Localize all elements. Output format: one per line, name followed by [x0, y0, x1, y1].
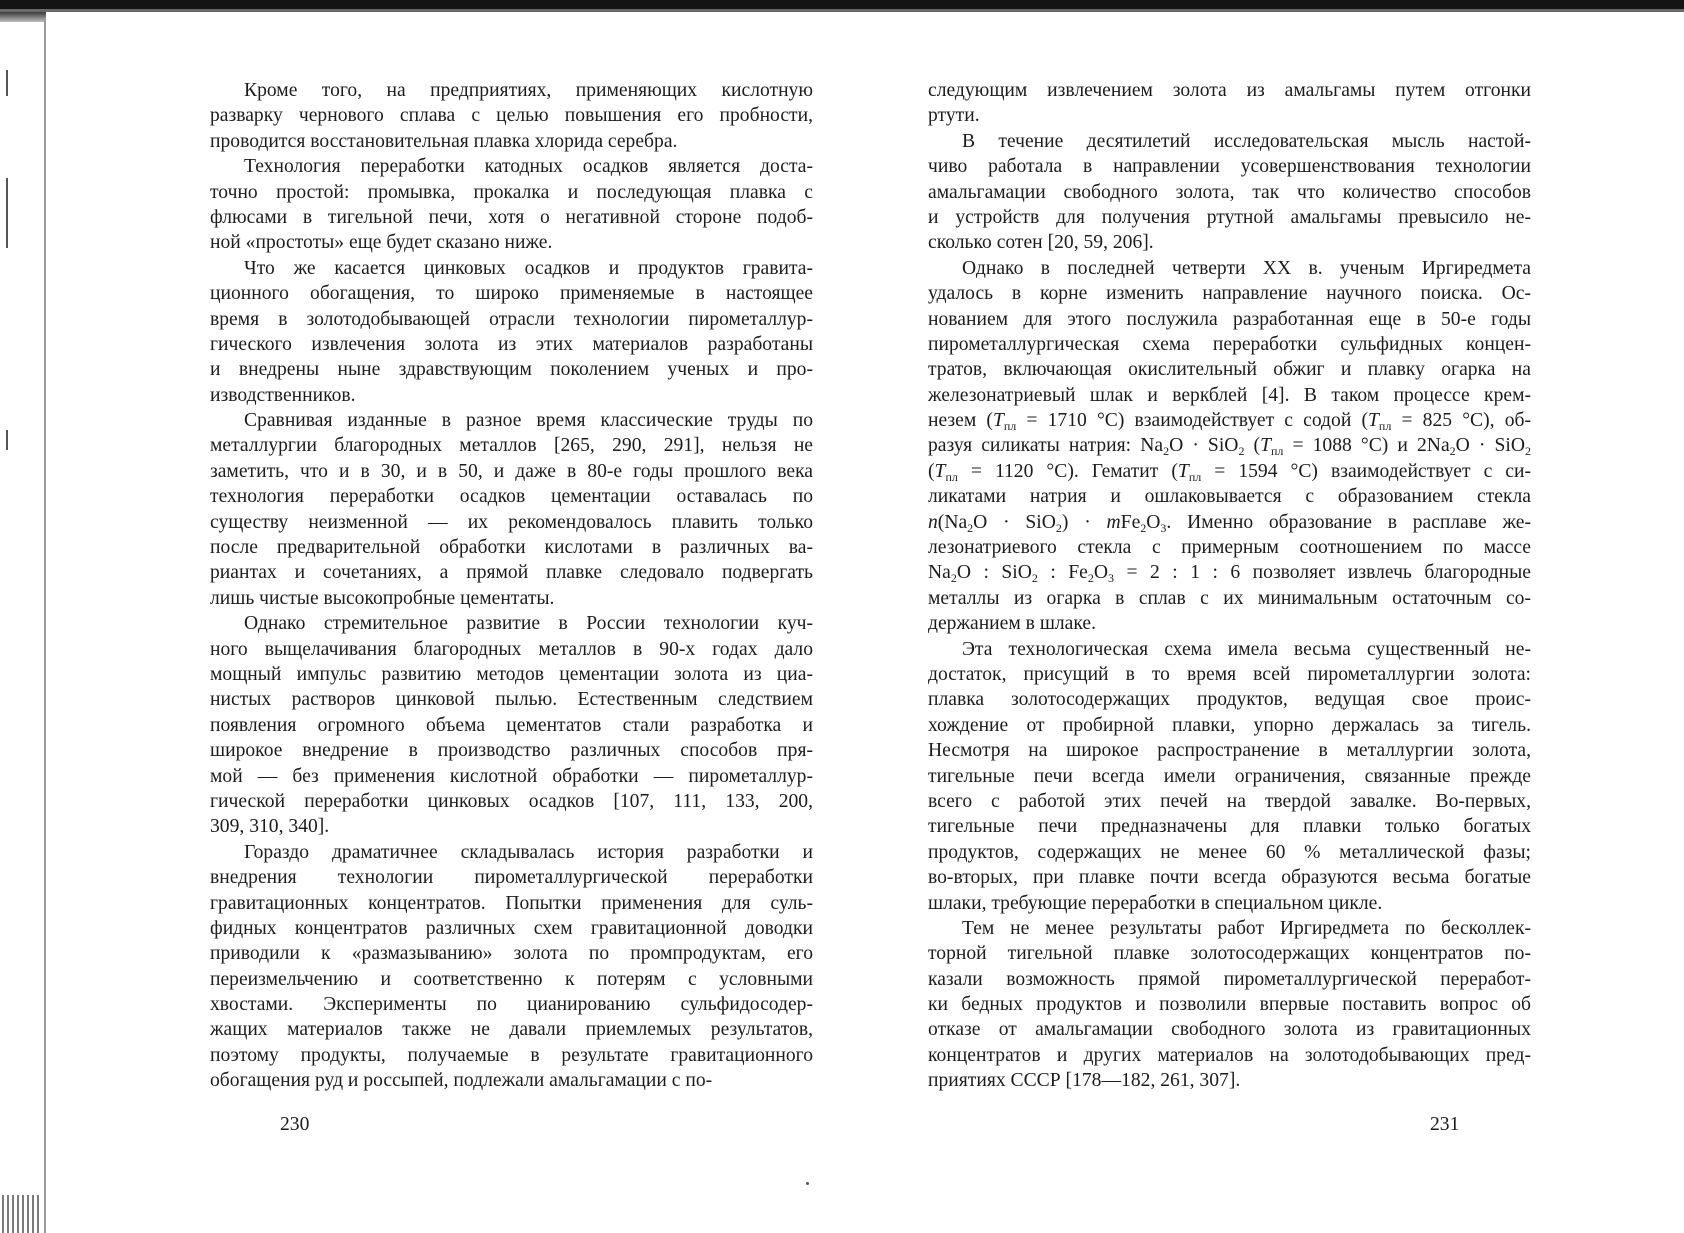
- text-line: гравитационных концентратов. Попытки применения для суль-: [210, 892, 813, 914]
- paragraph: [210, 840, 813, 1094]
- paragraph: [928, 637, 1531, 916]
- paragraph: [928, 916, 1531, 1094]
- page-number-right: 231: [1430, 1114, 1460, 1135]
- text-line: продуктов, содержащих не менее 60 % металлической фазы;: [928, 841, 1531, 863]
- left-page-text: [210, 78, 813, 1094]
- text-line: Несмотря на широкое распространение в металлургии золота,: [928, 740, 1531, 762]
- text-line: переизмельчению и соответственно к потерям с условными: [210, 968, 813, 990]
- text-line: отказе от амальгамации свободного золота из гравитационных: [928, 1019, 1531, 1041]
- text-line: сколько сотен [20, 59, 206].: [928, 232, 1154, 254]
- text-line: плавка золотосодержащих продуктов, ведущая свое проис-: [928, 689, 1531, 711]
- text-line: Кроме того, на предприятиях, применяющих кислотную: [244, 80, 813, 101]
- text-line: тигельные печи предназначены для плавки только богатых: [928, 816, 1531, 838]
- text-line: держанием в шлаке.: [928, 613, 1097, 635]
- text-line: во-вторых, при плавке почти всегда образуются весьма богатые: [928, 867, 1531, 889]
- text-line: 309, 310, 340].: [210, 816, 330, 838]
- text-line: заметить, что и в 30, и в 50, и даже в 80-е годы прошлого века: [210, 460, 813, 482]
- text-line: внедрения технологии пирометаллургической переработки: [210, 867, 813, 889]
- text-line: тратов, включающая окислительный обжиг и плавку огарка на: [928, 359, 1531, 381]
- text-line: хвостами. Эксперименты по цианированию сульфидосодер-: [210, 994, 813, 1016]
- text-line: В течение десятилетий исследовательская мысль настой-: [962, 130, 1531, 152]
- text-line: лишь чистые высокопробные цементаты.: [210, 587, 555, 609]
- text-line: приводили к «размазыванию» золота по промпродуктам, его: [210, 943, 813, 965]
- text-line: проводится восстановительная плавка хлорида серебра.: [210, 130, 678, 152]
- scan-mark: [6, 178, 8, 248]
- text-line: Тем не менее результаты работ Иргиредмета по бесколлек-: [962, 917, 1531, 939]
- right-page-text: [928, 78, 1531, 1094]
- text-line: разварку чернового сплава с целью повышения его пробности,: [210, 105, 813, 127]
- text-line: технология переработки осадков цементации оставалась по: [210, 486, 813, 508]
- text-line: $Na_2O$ : SiO$_2$ : $Fe_2O_3 = 2$ : 1 : 6 позволяет извлечь благородные: [928, 562, 1531, 586]
- text-line: ликатами натрия и ошлаковывается с образованием стекла: [928, 486, 1531, 508]
- text-line: железонатриевый шлак и веркблей [4]. В таком процессе крем-: [928, 384, 1531, 406]
- text-line: тигельные печи всегда имели ограничения, связанные прежде: [928, 765, 1531, 787]
- text-line: гического извлечения золота из этих материалов разработаны: [210, 333, 813, 355]
- text-line: поэтому продукты, получаемые в результате гравитационного: [210, 1044, 813, 1066]
- paragraph: [928, 256, 1531, 637]
- scan-corner-mark: [0, 12, 46, 22]
- paragraph: [210, 408, 813, 611]
- text-line: и устройств для получения ртутной амальгамы превысило не-: [928, 206, 1531, 228]
- text-line: ртути.: [928, 105, 980, 127]
- scan-bottom-mark: [2, 1195, 42, 1233]
- text-line: время в золотодобывающей отрасли технологии пирометаллур-: [210, 308, 813, 330]
- text-line: Технология переработки катодных осадков является доста-: [244, 156, 813, 178]
- paragraph: [210, 78, 813, 154]
- text-line: хождение от пробирной плавки, упорно держалась за тигель.: [928, 714, 1531, 736]
- text-line: металлургии благородных металлов [265, 290, 291], нельзя не: [210, 435, 813, 457]
- scan-top-shadow: [0, 9, 1684, 12]
- text-line: и внедрены ныне здравствующим поколением ученых и про-: [210, 359, 813, 381]
- text-line: появления огромного объема цементатов стали разработка и: [210, 714, 813, 736]
- text-line: торной тигельной плавке золотосодержащих концентратов по-: [928, 943, 1531, 965]
- text-line: незем ($T_{пл} = 1710$ °С) взаимодействует с содой ($T_{пл} = 825$ °С), об-: [928, 410, 1531, 434]
- text-line: всего с работой этих печей на твердой завалке. Во-первых,: [928, 790, 1531, 812]
- text-line: шлаки, требующие переработки в специальном цикле.: [928, 892, 1383, 914]
- scan-mark: [6, 430, 8, 450]
- text-line: ки бедных продуктов и позволили впервые поставить вопрос об: [928, 994, 1531, 1016]
- text-line: достаток, присущий в то время всей пирометаллургии золота:: [928, 663, 1531, 685]
- text-line: пирометаллургическая схема переработки сульфидных концен-: [928, 333, 1531, 355]
- text-line: приятиях СССР [178—182, 261, 307].: [928, 1070, 1241, 1092]
- text-line: точно простой: промывка, прокалка и последующая плавка с: [210, 181, 813, 203]
- text-line: фидных концентратов различных схем гравитационной доводки: [210, 917, 813, 939]
- scan-dot: [806, 1182, 809, 1185]
- text-line: Гораздо драматичнее складывалась история разработки и: [244, 841, 813, 863]
- text-line: амальгамации свободного золота, так что количество способов: [928, 181, 1531, 203]
- text-line: Однако стремительное развитие в России технологии куч-: [244, 613, 813, 635]
- text-line: $n(Na_2O \cdot SiO_2) \cdot mFe_2O_3$. Именно образование в расплаве же-: [928, 511, 1531, 535]
- text-line: металлы из огарка в сплав с их минимальным остаточным со-: [928, 587, 1531, 609]
- text-line: широкое внедрение в производство различных способов пря-: [210, 740, 813, 762]
- text-line: казали возможность прямой пирометаллургической переработ-: [928, 968, 1531, 990]
- text-line: нованием для этого послужила разработанная еще в 50-е годы: [928, 308, 1531, 330]
- text-line: обогащения руд и россыпей, подлежали амальгамации с по-: [210, 1070, 713, 1092]
- text-line: ного выщелачивания благородных металлов в 90-х годах дало: [210, 638, 813, 660]
- paragraph: [928, 129, 1531, 256]
- text-line: Однако в последней четверти XX в. ученым Иргиредмета: [962, 257, 1531, 279]
- scan-mark: [6, 70, 8, 96]
- text-line: Эта технологическая схема имела весьма существенный не-: [962, 638, 1531, 660]
- text-line: концентратов и других материалов на золотодобывающих пред-: [928, 1044, 1531, 1066]
- text-line: ной «простоты» еще будет сказано ниже.: [210, 232, 553, 254]
- text-line: Сравнивая изданные в разное время классические труды по: [244, 410, 813, 432]
- scan-top-border: [0, 0, 1684, 9]
- text-line: разуя силикаты натрия: $Na_2O \cdot SiO_2$ ($T_{пл} = 1088$ °С) и $2Na_2O \cdot SiO_2$: [928, 435, 1531, 459]
- paragraph: [210, 256, 813, 408]
- text-line: флюсами в тигельной печи, хотя о негативной стороне подоб-: [210, 206, 813, 228]
- text-line: мощный импульс развитию методов цементации золота из циа-: [210, 663, 813, 685]
- text-line: мой — без применения кислотной обработки — пирометаллур-: [210, 765, 813, 787]
- text-line: изводственников.: [210, 384, 356, 406]
- text-line: гической переработки цинковых осадков [107, 111, 133, 200,: [210, 790, 813, 812]
- text-line: ($T_{пл} = 1120$ °С). Гематит ($T_{пл} = 1594$ °С) взаимодействует с си-: [928, 460, 1531, 484]
- text-line: риантах и сочетаниях, а прямой плавке следовало подвергать: [210, 562, 813, 584]
- text-line: после предварительной обработки кислотами в различных ва-: [210, 537, 813, 559]
- paragraph: [210, 154, 813, 256]
- text-line: Что же касается цинковых осадков и продуктов гравита-: [244, 257, 813, 279]
- scan-gutter-line: [44, 18, 46, 1233]
- text-line: существу неизменной — их рекомендовалось плавить только: [210, 511, 813, 533]
- page-number-left: 230: [280, 1114, 310, 1135]
- text-line: чиво работала в направлении усовершенствования технологии: [928, 156, 1531, 178]
- text-line: следующим извлечением золота из амальгамы путем отгонки: [928, 80, 1531, 101]
- text-line: жащих материалов также не давали приемлемых результатов,: [210, 1019, 813, 1041]
- paragraph: [210, 611, 813, 840]
- text-line: ционного обогащения, то широко применяемые в настоящее: [210, 283, 813, 305]
- text-line: лезонатриевого стекла с примерным соотношением по массе: [928, 537, 1531, 559]
- text-line: нистых растворов цинковой пылью. Естественным следствием: [210, 689, 813, 711]
- paragraph: [928, 78, 1531, 129]
- text-line: удалось в корне изменить направление научного поиска. Ос-: [928, 283, 1531, 305]
